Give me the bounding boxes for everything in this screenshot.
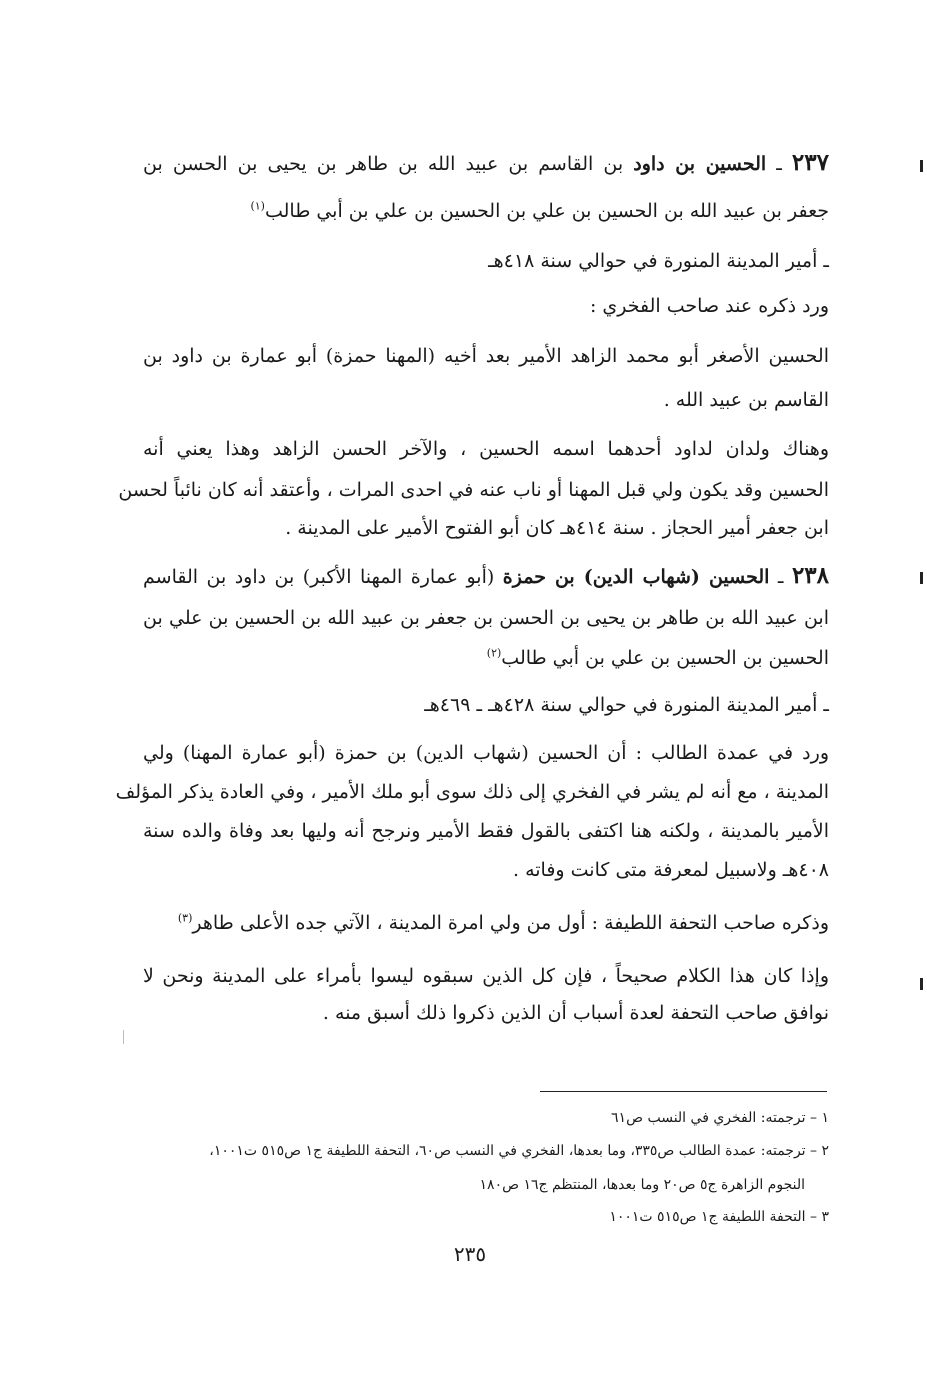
entry-238-para1-line1: ورد في عمدة الطالب : أن الحسين (شهاب الدين) بن حمزة (أبو عمارة المهنا) ولي: [143, 742, 829, 764]
entry-number: ٢٣٨: [791, 562, 829, 589]
entry-238-heading: ٢٣٨ ـ الحسين (شهاب الدين) بن حمزة (أبو عمارة المهنا الأكبر) بن داود بن القاسم: [143, 562, 829, 589]
entry-name: الحسين بن داود: [633, 153, 767, 175]
scan-speck: [123, 1030, 124, 1044]
entry-name: الحسين (شهاب الدين) بن حمزة: [502, 566, 770, 588]
entry-237-para1-line2: القاسم بن عبيد الله .: [663, 389, 829, 411]
entry-238-para1-line4: ٤٠٨هـ ولاسبيل لمعرفة متى كانت وفاته .: [512, 859, 829, 881]
scan-mark: [920, 572, 923, 584]
scan-mark: [920, 160, 923, 172]
entry-237-para1-line1: الحسين الأصغر أبو محمد الزاهد الأمير بعد أخيه (المهنا حمزة) أبو عمارة بن داود بن: [143, 345, 829, 367]
footnote-2-line1: ٢ – ترجمته: عمدة الطالب ص٣٣٥، وما بعدها، الفخري في النسب ص٦٠، التحفة اللطيفة ج١ ص٥١٥ ت١٠٠١،: [209, 1143, 829, 1159]
footnote-ref: (١): [250, 199, 265, 213]
entry-238-lineage-3: [487, 645, 829, 671]
entry-238-lineage-2: ابن عبيد الله بن طاهر بن يحيى بن الحسن بن جعفر بن عبيد الله بن الحسين بن علي بن: [143, 607, 829, 629]
entry-238-emirate: ـ أمير المدينة المنورة في حوالي سنة ٤٢٨هـ ـ ٤٦٩هـ: [424, 694, 829, 716]
entry-238-para3-line1: وإذا كان هذا الكلام صحيحاً ، فإن كل الذين سبقوه ليسوا بأمراء على المدينة ونحن لا: [143, 965, 829, 987]
entry-237-heading: ٢٣٧ ـ الحسين بن داود بن القاسم بن عبيد الله بن طاهر بن يحيى بن الحسن بن: [143, 149, 829, 176]
lineage-text: بن القاسم بن عبيد الله بن طاهر بن يحيى بن الحسن بن: [143, 153, 624, 175]
lineage-text: (أبو عمارة المهنا الأكبر) بن داود بن القاسم: [143, 566, 495, 588]
entry-237-para2-line3: ابن جعفر أمير الحجاز . سنة ٤١٤هـ كان أبو الفتوح الأمير على المدينة .: [285, 517, 829, 539]
footnote-1: ١ – ترجمته: الفخري في النسب ص٦١: [611, 1110, 829, 1126]
entry-237-lineage-2: [250, 198, 829, 224]
entry-237-emirate: ـ أمير المدينة المنورة في حوالي سنة ٤١٨هـ: [488, 250, 829, 272]
entry-238-para1-line2: المدينة ، مع أنه لم يشر في الفخري إلى ذلك سوى أبو ملك الأمير ، وفي العادة يذكر المؤلف: [115, 781, 829, 803]
footnote-separator: [540, 1091, 827, 1092]
footnote-3: ٣ – التحفة اللطيفة ج١ ص٥١٥ ت١٠٠١: [609, 1209, 829, 1225]
entry-238-para2: [178, 910, 829, 936]
entry-237-intro: ورد ذكره عند صاحب الفخري :: [589, 295, 829, 317]
entry-237-para2-line1: وهناك ولدان لداود أحدهما اسمه الحسين ، والآخر الحسن الزاهد وهذا يعني أنه: [143, 438, 829, 460]
lineage-text: جعفر بن عبيد الله بن الحسين بن علي بن الحسين بن علي بن أبي طالب: [264, 200, 829, 222]
entry-number: ٢٣٧: [791, 149, 829, 176]
entry-238-para3-line2: نوافق صاحب التحفة لعدة أسباب أن الذين ذكروا ذلك أسبق منه .: [322, 1002, 829, 1024]
paragraph-text: وذكره صاحب التحفة اللطيفة : أول من ولي امرة المدينة ، الآتي جده الأعلى طاهر: [192, 912, 829, 934]
entry-237-para2-line2: الحسين وقد يكون ولي قبل المهنا أو ناب عنه في احدى المرات ، وأعتقد أنه كان نائباً لحسن: [118, 479, 829, 501]
lineage-text: الحسين بن الحسين بن علي بن أبي طالب: [501, 647, 829, 669]
entry-238-para1-line3: الأمير بالمدينة ، ولكنه هنا اكتفى بالقول فقط الأمير ونرجح أنه وليها بعد وفاة والده سنة: [143, 820, 829, 842]
footnote-2-line2: النجوم الزاهرة ج٥ ص٢٠ وما بعدها، المنتظم ج١٦ ص١٨٠: [479, 1177, 805, 1193]
scan-mark: [920, 978, 923, 990]
footnote-ref: (٣): [177, 911, 193, 925]
footnote-ref: (٢): [486, 646, 502, 660]
page-number: ٢٣٥: [453, 1242, 487, 1266]
